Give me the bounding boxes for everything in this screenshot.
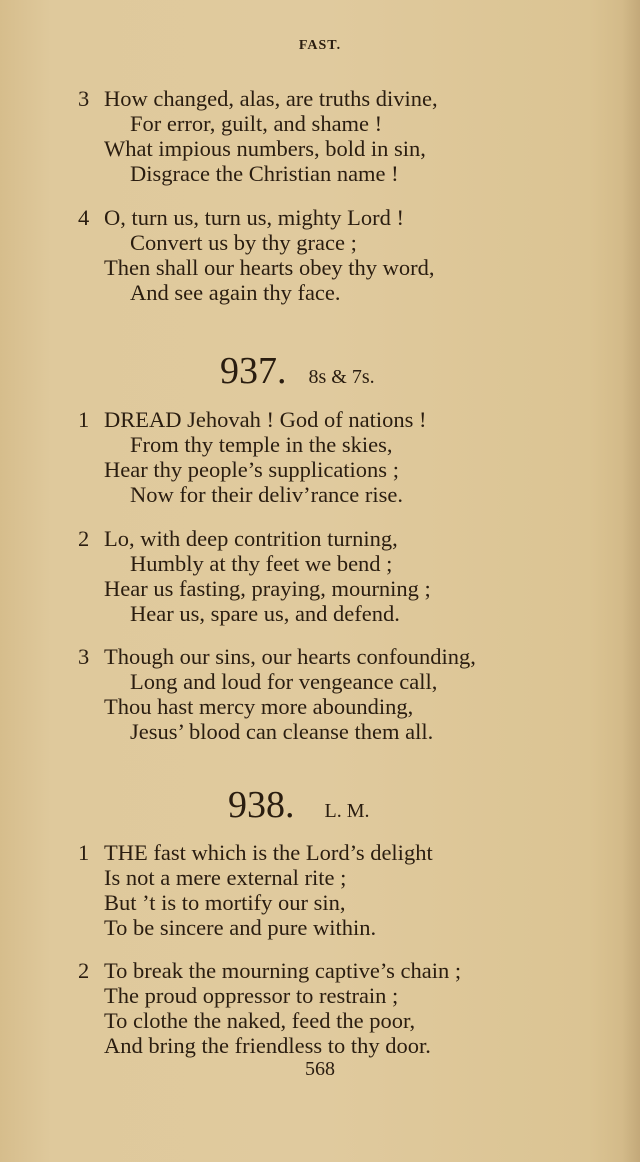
page-edge-shadow bbox=[622, 0, 640, 1162]
verse-line: Disgrace the Christian name ! bbox=[130, 161, 399, 186]
stanza-number: 3 bbox=[78, 644, 90, 669]
verse-line: DREAD Jehovah ! God of nations ! bbox=[104, 407, 427, 432]
verse-line: What impious numbers, bold in sin, bbox=[104, 136, 426, 161]
verse-line: How changed, alas, are truths divine, bbox=[104, 86, 438, 111]
verse-line: Hear us, spare us, and defend. bbox=[130, 601, 400, 626]
page-number: 568 bbox=[305, 1058, 335, 1080]
stanza-number: 3 bbox=[78, 86, 90, 111]
hymn-meter: 8s & 7s. bbox=[308, 366, 375, 388]
verse-line: But ’t is to mortify our sin, bbox=[104, 890, 346, 915]
stanza-number: 2 bbox=[78, 526, 90, 551]
verse-line: To break the mourning captive’s chain ; bbox=[104, 958, 462, 983]
verse-line: To be sincere and pure within. bbox=[104, 915, 377, 940]
verse-line: Is not a mere external rite ; bbox=[104, 865, 347, 890]
verse-line: Thou hast mercy more abounding, bbox=[104, 694, 414, 719]
stanza-number: 2 bbox=[78, 958, 90, 983]
verse-line: Lo, with deep contrition turning, bbox=[104, 526, 398, 551]
verse-line: The proud oppressor to restrain ; bbox=[104, 983, 399, 1008]
verse-line: Convert us by thy grace ; bbox=[130, 230, 357, 255]
stanza-number: 1 bbox=[78, 407, 90, 432]
verse-line: Hear us fasting, praying, mourning ; bbox=[104, 576, 431, 601]
verse-line: Though our sins, our hearts confounding, bbox=[104, 644, 476, 669]
verse-line: Then shall our hearts obey thy word, bbox=[104, 255, 435, 280]
running-head: FAST. bbox=[298, 38, 342, 53]
verse-line: For error, guilt, and shame ! bbox=[130, 111, 383, 136]
hymn-heading bbox=[228, 783, 370, 827]
stanza-number: 4 bbox=[78, 205, 90, 230]
verse-line: To clothe the naked, feed the poor, bbox=[104, 1008, 416, 1033]
hymn-meter: L. M. bbox=[324, 800, 370, 822]
verse-line: Jesus’ blood can cleanse them all. bbox=[130, 719, 434, 744]
stanza-number: 1 bbox=[78, 840, 90, 865]
verse-line: Hear thy people’s supplications ; bbox=[104, 457, 399, 482]
hymn-number: 937. bbox=[220, 350, 287, 392]
verse-line: And see again thy face. bbox=[130, 280, 341, 305]
hymn-number: 938. bbox=[228, 784, 295, 826]
verse-line: THE fast which is the Lord’s delight bbox=[104, 840, 433, 865]
verse-line: Humbly at thy feet we bend ; bbox=[130, 551, 393, 576]
hymn-heading bbox=[220, 349, 375, 393]
verse-line: Now for their deliv’rance rise. bbox=[130, 482, 404, 507]
verse-line: O, turn us, turn us, mighty Lord ! bbox=[104, 205, 404, 230]
verse-line: Long and loud for vengeance call, bbox=[130, 669, 438, 694]
verse-line: From thy temple in the skies, bbox=[130, 432, 393, 457]
verse-line: And bring the friendless to thy door. bbox=[104, 1033, 431, 1058]
